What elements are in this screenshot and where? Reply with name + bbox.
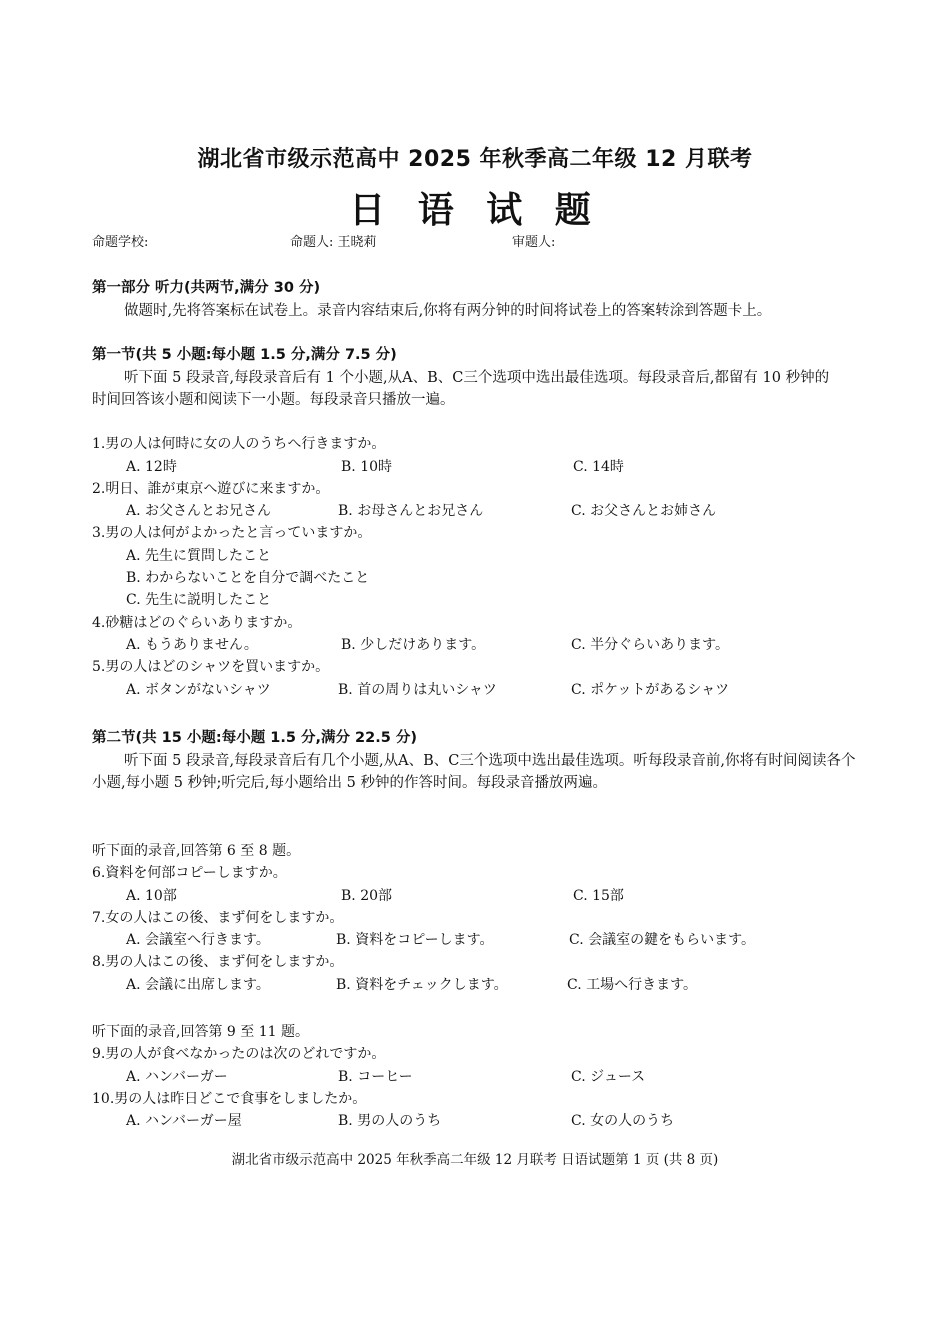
q7-option-b: B. 資料をコピーします。 [336,932,494,948]
part1-instructions: 做题时,先将答案标在试卷上。录音内容结束后,你将有两分钟的时间将试卷上的答案转涂到答题卡上。 [124,303,772,319]
section2-instructions: 听下面 5 段录音,每段录音后有几个小题,从A、B、C三个选项中选出最佳选项。听每段录音前,你将有时间阅读各个小题,每小题 5 秒钟;听完后,每小题给出 5 秒钟的作答时间。每段录音播放两遍。 [92,753,856,791]
q6-option-b: B. 20部 [341,888,393,904]
q10-option-c: C. 女の人のうち [571,1113,675,1129]
q5-option-c: C. ポケットがあるシャツ [571,682,730,698]
exam-title: 湖北省市级示范高中 2025 年秋季高二年级 12 月联考 [197,147,753,172]
q9-option-c: C. ジュース [571,1069,646,1085]
q8-option-a: A. 会議に出席します。 [126,977,270,993]
q1-option-b: B. 10時 [341,459,393,475]
question-1: 1.男の人は何時に女の人のうちへ行きますか。 [92,436,386,452]
question-9: 9.男の人が食べなかったのは次のどれですか。 [92,1046,386,1062]
group-9-11-instruction: 听下面的录音,回答第 9 至 11 题。 [92,1024,309,1040]
q7-option-a: A. 会議室へ行きます。 [126,932,270,948]
question-2: 2.明日、誰が東京へ遊びに来ますか。 [92,481,330,497]
reviewer-label: 审题人: [512,235,556,250]
part1-heading: 第一部分 听力(共两节,满分 30 分) [92,280,321,296]
q2-option-c: C. お父さんとお姉さん [571,503,717,519]
q7-option-c: C. 会議室の鍵をもらいます。 [569,932,755,948]
q3-option-c: C. 先生に説明したこと [126,592,272,608]
q8-option-c: C. 工場へ行きます。 [567,977,697,993]
page-footer: 湖北省市级示范高中 2025 年秋季高二年级 12 月联考 日语试题第 1 页 (共 8 页) [231,1152,719,1168]
question-3: 3.男の人は何がよかったと言っていますか。 [92,525,372,541]
q2-option-a: A. お父さんとお兄さん [126,503,272,519]
question-4: 4.砂糖はどのぐらいありますか。 [92,615,302,631]
question-5: 5.男の人はどのシャツを買いますか。 [92,659,330,675]
q9-option-a: A. ハンバーガー [126,1069,228,1085]
question-8: 8.男の人はこの後、まず何をしますか。 [92,954,344,970]
subject-title: 日 语 试 题 [349,190,601,231]
q1-option-a: A. 12時 [126,459,177,475]
q8-option-b: B. 資料をチェックします。 [336,977,508,993]
q4-option-a: A. もうありません。 [126,637,258,653]
q6-option-c: C. 15部 [573,888,624,904]
question-7: 7.女の人はこの後、まず何をしますか。 [92,910,344,926]
q5-option-a: A. ボタンがないシャツ [126,682,271,698]
question-10: 10.男の人は昨日どこで食事をしましたか。 [92,1091,367,1107]
q5-option-b: B. 首の周りは丸いシャツ [338,682,497,698]
section2-heading: 第二节(共 15 小题:每小题 1.5 分,满分 22.5 分) [92,730,417,746]
q4-option-c: C. 半分ぐらいあります。 [571,637,729,653]
q9-option-b: B. コーヒー [338,1069,413,1085]
q6-option-a: A. 10部 [126,888,177,904]
question-6: 6.資料を何部コピーしますか。 [92,865,287,881]
q4-option-b: B. 少しだけあります。 [341,637,486,653]
school-label: 命题学校: [92,235,149,250]
q2-option-b: B. お母さんとお兄さん [338,503,484,519]
q10-option-b: B. 男の人のうち [338,1113,442,1129]
q10-option-a: A. ハンバーガー屋 [126,1113,242,1129]
author-label: 命题人: 王晓莉 [290,235,377,250]
q3-option-a: A. 先生に質問したこと [126,548,272,564]
q3-option-b: B. わからないことを自分で調べたこと [126,570,370,586]
q1-option-c: C. 14時 [573,459,624,475]
section1-heading: 第一节(共 5 小题:每小题 1.5 分,满分 7.5 分) [92,347,397,363]
group-6-8-instruction: 听下面的录音,回答第 6 至 8 题。 [92,843,301,859]
section1-instructions: 听下面 5 段录音,每段录音后有 1 个小题,从A、B、C三个选项中选出最佳选项。每段录音后,都留有 10 秒钟的时间回答该小题和阅读下一小题。每段录音只播放一遍。 [92,370,830,408]
